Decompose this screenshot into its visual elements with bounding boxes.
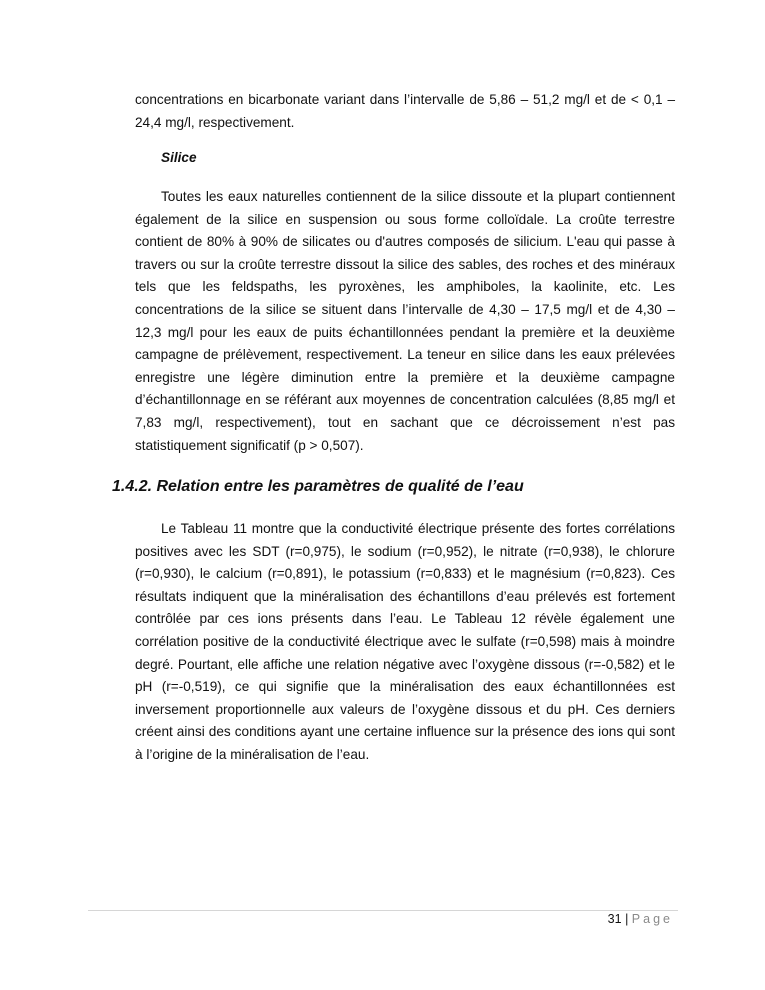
silice-paragraph: Toutes les eaux naturelles contiennent de la silice dissoute et la plupart contiennent également de la silice en suspension ou sous forme colloïdale. La croûte terrestre contient de 80% à 90% de silicates ou d'autres composés de silicium. L'eau qui passe à travers ou sur la croûte terrestre dissout la silice des sables, des roches et des minéraux tels que les feldspaths, les pyroxènes, les amphiboles, la kaolinite, etc. Les concentrations de la silice se situent dans l’intervalle de 4,30 – 17,5 mg/l et de 4,30 – 12,3 mg/l pour les eaux de puits échantillonnées pendant la première et la deuxième campagne de prélèvement, respectivement. La teneur en silice dans les eaux prélevées enregistre une légère diminution entre la première et la deuxième campagne d’échantillonnage en se référant aux moyennes de concentration calculées (8,85 mg/l et 7,83 mg/l, respectivement), tout en sachant que ce décroissement n’est pas statistiquement significatif (p > 0,507). <box>135 189 675 453</box>
footer-separator: | <box>625 912 629 926</box>
section-heading: 1.4.2. Relation entre les paramètres de qualité de l’eau <box>112 478 524 495</box>
page-footer <box>608 912 673 926</box>
page-label: Page <box>631 912 673 926</box>
page-number: 31 <box>607 912 622 926</box>
footer-divider <box>88 910 678 911</box>
continuation-paragraph: concentrations en bicarbonate variant dans l’intervalle de 5,86 – 51,2 mg/l et de < 0,1 – 24,4 mg/l, respectivement. <box>135 92 675 130</box>
silice-subheading: Silice <box>161 150 197 165</box>
relation-paragraph: Le Tableau 11 montre que la conductivité électrique présente des fortes corrélations positives avec les SDT (r=0,975), le sodium (r=0,952), le nitrate (r=0,938), le chlorure (r=0,930), le calcium (r=0,891), le potassium (r=0,833) et le magnésium (r=0,823). Ces résultats indiquent que la minéralisation des échantillons d’eau prélevés est fortement contrôlée par ces ions présents dans l’eau. Le Tableau 12 révèle également une corrélation positive de la conductivité électrique avec le sulfate (r=0,598) mais à moindre degré. Pourtant, elle affiche une relation négative avec l’oxygène dissous (r=-0,582) et le pH (r=-0,519), ce qui signifie que la minéralisation des eaux échantillonnées est inversement proportionnelle aux valeurs de l’oxygène dissous et du pH. Ces derniers créent ainsi des conditions ayant une certaine influence sur la présence des ions qui sont à l’origine de la minéralisation de l’eau. <box>135 521 675 762</box>
